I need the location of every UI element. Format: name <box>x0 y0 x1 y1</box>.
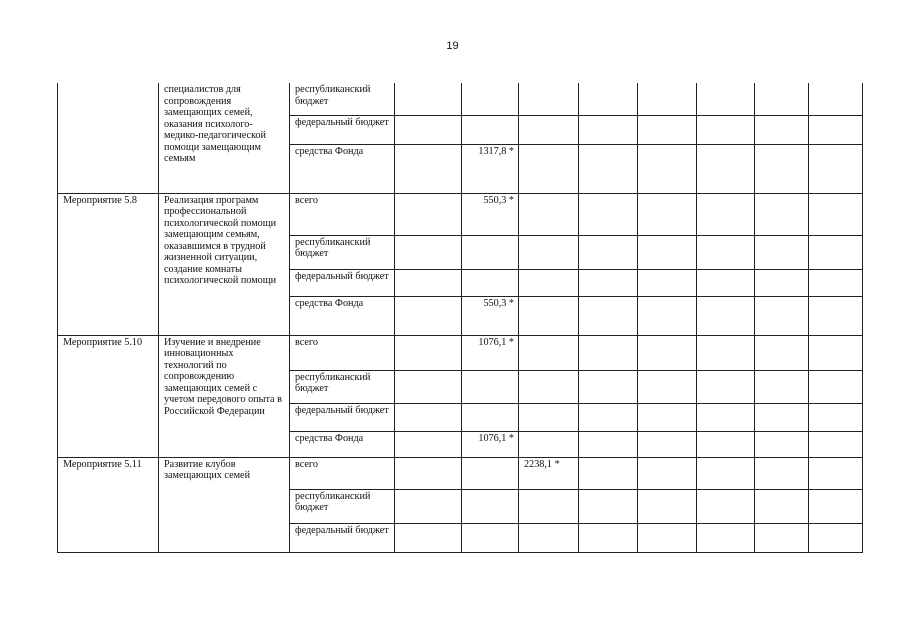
amount-cell <box>809 457 863 489</box>
table-row <box>58 335 863 370</box>
amount-cell <box>755 115 809 144</box>
amount-cell <box>638 83 697 115</box>
amount-cell <box>395 335 462 370</box>
funding-source-cell: республиканский бюджет <box>290 235 395 269</box>
amount-cell <box>638 296 697 335</box>
amount-cell <box>697 235 755 269</box>
amount-cell <box>755 235 809 269</box>
amount-cell <box>395 115 462 144</box>
table-row <box>58 193 863 235</box>
amount-cell <box>462 370 519 403</box>
table-body <box>58 83 863 552</box>
activity-description-cell: Развитие клубов замещающих семей <box>159 457 290 552</box>
funding-source-cell: средства Фонда <box>290 296 395 335</box>
amount-cell <box>519 523 579 552</box>
amount-cell <box>395 193 462 235</box>
amount-cell <box>579 335 638 370</box>
amount-cell <box>395 83 462 115</box>
amount-cell <box>579 523 638 552</box>
amount-cell <box>638 193 697 235</box>
amount-cell <box>462 489 519 523</box>
amount-cell <box>638 489 697 523</box>
amount-cell <box>697 193 755 235</box>
activity-description-cell: Реализация программ профессиональной психологической помощи замещающим семьям, оказавшимся в трудной жизненной ситуации, создание комнаты психологической помощи <box>159 193 290 335</box>
amount-cell <box>638 523 697 552</box>
amount-cell <box>395 269 462 296</box>
amount-cell <box>395 296 462 335</box>
amount-cell <box>697 403 755 431</box>
amount-cell: 1317,8 * <box>462 144 519 193</box>
amount-cell <box>395 403 462 431</box>
amount-cell <box>395 144 462 193</box>
amount-cell <box>755 296 809 335</box>
amount-cell <box>395 235 462 269</box>
amount-cell <box>638 115 697 144</box>
amount-cell: 2238,1 * <box>519 457 579 489</box>
amount-cell <box>809 370 863 403</box>
amount-cell <box>697 115 755 144</box>
amount-cell <box>395 457 462 489</box>
amount-cell <box>462 403 519 431</box>
amount-cell <box>579 235 638 269</box>
amount-cell <box>755 335 809 370</box>
page-number: 19 <box>446 40 459 52</box>
amount-cell <box>809 296 863 335</box>
activity-id-cell: Мероприятие 5.8 <box>58 193 159 335</box>
amount-cell <box>579 431 638 457</box>
amount-cell <box>462 235 519 269</box>
amount-cell <box>395 489 462 523</box>
amount-cell <box>519 144 579 193</box>
amount-cell <box>638 370 697 403</box>
funding-source-cell: республиканский бюджет <box>290 489 395 523</box>
amount-cell <box>755 457 809 489</box>
amount-cell <box>755 144 809 193</box>
amount-cell <box>579 144 638 193</box>
amount-cell <box>755 269 809 296</box>
amount-cell <box>519 296 579 335</box>
amount-cell <box>519 83 579 115</box>
amount-cell <box>697 370 755 403</box>
amount-cell <box>638 457 697 489</box>
amount-cell <box>579 370 638 403</box>
amount-cell <box>809 83 863 115</box>
activity-description-cell: Изучение и внедрение инновационных технологий по сопровождению замещающих семей с учетом передового опыта в Российской Федерации <box>159 335 290 457</box>
amount-cell <box>809 115 863 144</box>
amount-cell <box>697 144 755 193</box>
amount-cell <box>755 431 809 457</box>
amount-cell <box>395 370 462 403</box>
amount-cell <box>462 523 519 552</box>
amount-cell <box>809 269 863 296</box>
table-row <box>58 457 863 489</box>
amount-cell <box>755 193 809 235</box>
amount-cell <box>579 83 638 115</box>
amount-cell <box>697 335 755 370</box>
amount-cell <box>638 335 697 370</box>
amount-cell <box>697 431 755 457</box>
funding-source-cell: всего <box>290 457 395 489</box>
amount-cell <box>697 489 755 523</box>
amount-cell <box>697 523 755 552</box>
funding-source-cell: средства Фонда <box>290 144 395 193</box>
amount-cell <box>519 115 579 144</box>
amount-cell <box>579 193 638 235</box>
funding-source-cell: всего <box>290 335 395 370</box>
amount-cell <box>462 83 519 115</box>
amount-cell <box>519 269 579 296</box>
amount-cell <box>462 115 519 144</box>
amount-cell <box>809 523 863 552</box>
amount-cell <box>519 370 579 403</box>
amount-cell <box>809 489 863 523</box>
amount-cell <box>395 431 462 457</box>
funding-source-cell: республиканский бюджет <box>290 83 395 115</box>
amount-cell <box>638 144 697 193</box>
amount-cell <box>638 431 697 457</box>
amount-cell <box>462 269 519 296</box>
activity-id-cell: Мероприятие 5.11 <box>58 457 159 552</box>
funding-source-cell: федеральный бюджет <box>290 403 395 431</box>
amount-cell <box>519 235 579 269</box>
funding-source-cell: всего <box>290 193 395 235</box>
funding-source-cell: средства Фонда <box>290 431 395 457</box>
amount-cell: 550,3 * <box>462 296 519 335</box>
activity-description-cell: специалистов для сопровождения замещающих семей, оказания психолого-медико-педагогической помощи замещающим семьям <box>159 83 290 193</box>
budget-table <box>57 83 863 553</box>
amount-cell <box>755 83 809 115</box>
amount-cell <box>697 457 755 489</box>
amount-cell <box>638 235 697 269</box>
amount-cell <box>755 370 809 403</box>
amount-cell <box>519 335 579 370</box>
amount-cell <box>638 403 697 431</box>
amount-cell: 1076,1 * <box>462 431 519 457</box>
amount-cell <box>755 489 809 523</box>
activity-id-cell <box>58 83 159 193</box>
amount-cell <box>579 489 638 523</box>
amount-cell <box>809 335 863 370</box>
amount-cell <box>638 269 697 296</box>
amount-cell <box>519 489 579 523</box>
amount-cell <box>809 403 863 431</box>
amount-cell <box>697 269 755 296</box>
funding-source-cell: федеральный бюджет <box>290 115 395 144</box>
amount-cell <box>755 403 809 431</box>
funding-source-cell: федеральный бюджет <box>290 523 395 552</box>
amount-cell <box>519 193 579 235</box>
amount-cell <box>809 431 863 457</box>
amount-cell <box>809 144 863 193</box>
amount-cell <box>579 403 638 431</box>
amount-cell <box>697 296 755 335</box>
activity-id-cell: Мероприятие 5.10 <box>58 335 159 457</box>
amount-cell <box>809 193 863 235</box>
amount-cell <box>519 403 579 431</box>
funding-source-cell: федеральный бюджет <box>290 269 395 296</box>
amount-cell <box>579 115 638 144</box>
amount-cell <box>579 269 638 296</box>
amount-cell <box>462 457 519 489</box>
amount-cell <box>579 296 638 335</box>
amount-cell <box>519 431 579 457</box>
amount-cell <box>809 235 863 269</box>
amount-cell <box>579 457 638 489</box>
funding-source-cell: республиканский бюджет <box>290 370 395 403</box>
amount-cell <box>755 523 809 552</box>
table-row <box>58 83 863 115</box>
amount-cell: 550,3 * <box>462 193 519 235</box>
amount-cell <box>395 523 462 552</box>
amount-cell <box>697 83 755 115</box>
amount-cell: 1076,1 * <box>462 335 519 370</box>
